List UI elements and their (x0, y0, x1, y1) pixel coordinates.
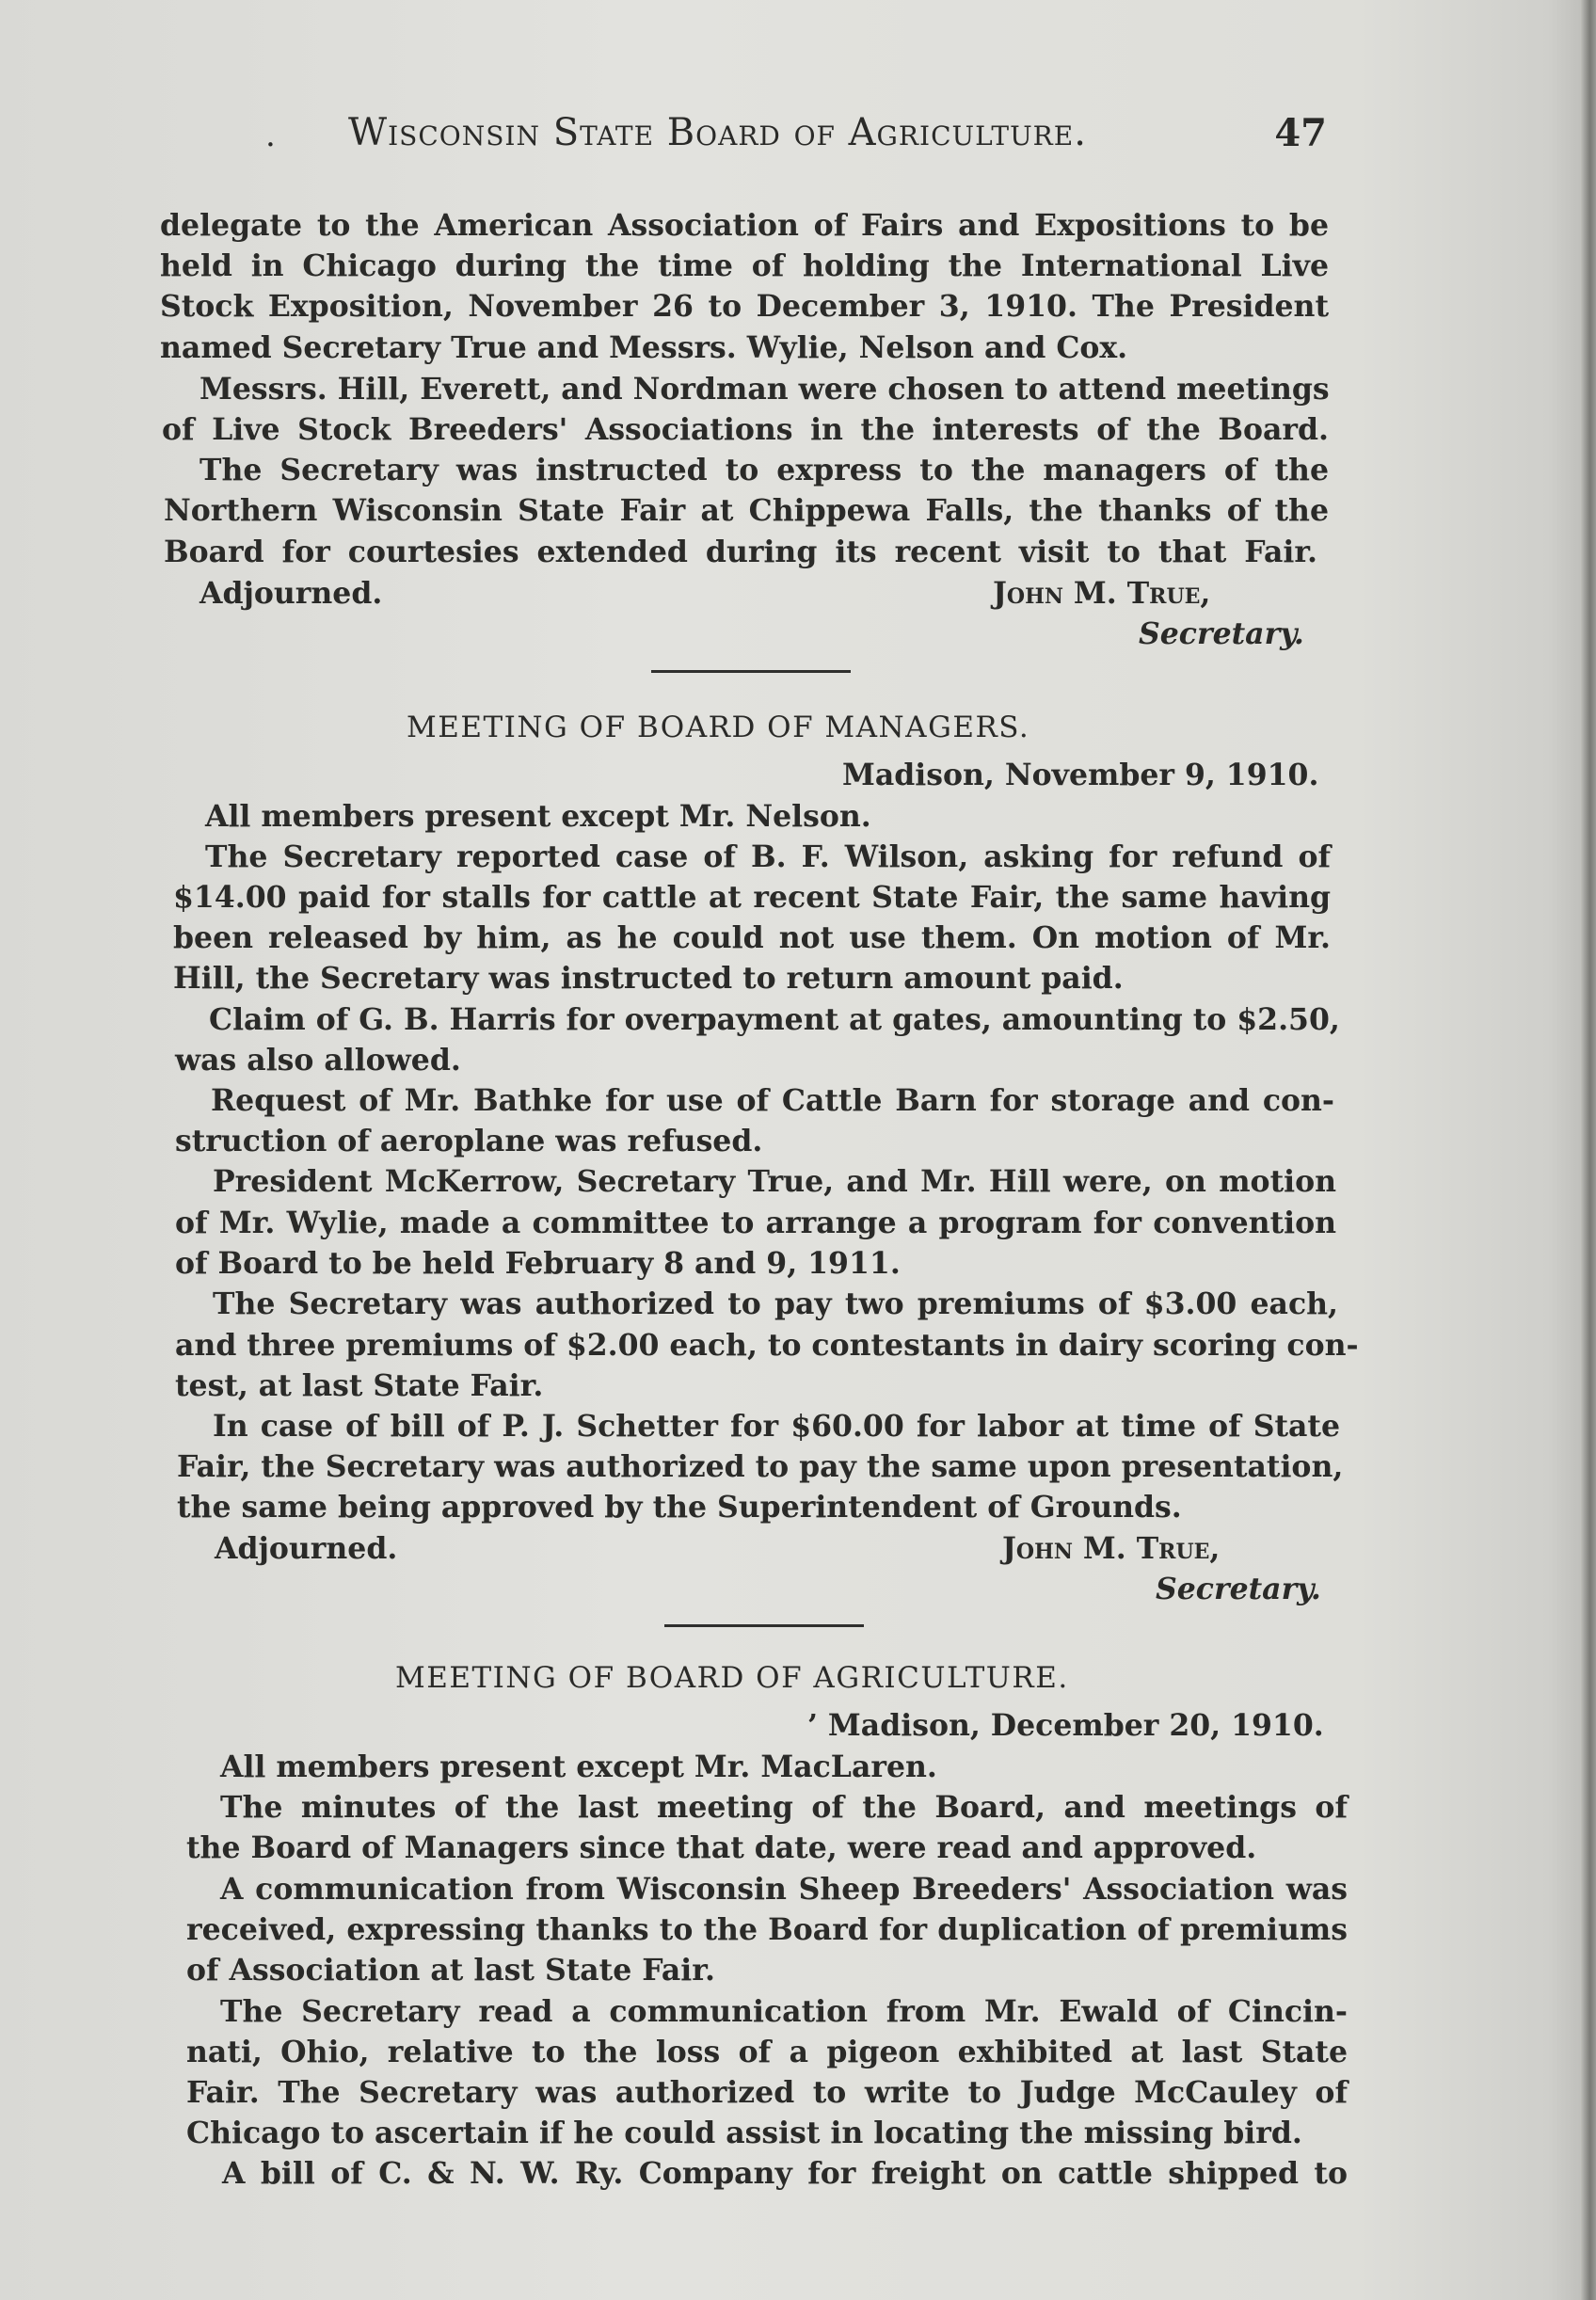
text-line: Stock Exposition, November 26 to December 3, 1910. The President (160, 289, 1329, 324)
place-date: ’ Madison, December 20, 1910. (807, 1708, 1324, 1743)
signer-name: John M. True, (993, 576, 1211, 611)
text-line: Fair. The Secretary was authorized to write to Judge McCauley of (186, 2075, 1348, 2110)
text-line: struction of aeroplane was refused. (175, 1124, 763, 1158)
text-line: The Secretary read a communication from Mr. Ewald of Cincin- (220, 1994, 1348, 2029)
signer-title: Secretary. (1139, 616, 1304, 651)
text-line: named Secretary True and Messrs. Wylie, Nelson and Cox. (160, 330, 1128, 365)
text-line: received, expressing thanks to the Board for duplication of premiums (186, 1912, 1348, 1947)
header-dot: . (265, 117, 276, 154)
text-line: been released by him, as he could not use them. On motion of Mr. (173, 920, 1331, 955)
text-line: was also allowed. (175, 1043, 461, 1078)
text-line: the Board of Managers since that date, were read and approved. (186, 1830, 1257, 1865)
text-line: The Secretary was authorized to pay two premiums of $3.00 each, (213, 1286, 1338, 1321)
text-line: of Association at last State Fair. (186, 1953, 715, 1988)
text-line: Chicago to ascertain if he could assist in locating the missing bird. (186, 2116, 1302, 2150)
text-line: delegate to the American Association of Fairs and Expositions to be (160, 208, 1329, 243)
text-line: A communication from Wisconsin Sheep Breeders' Association was (220, 1872, 1348, 1907)
text-line: Claim of G. B. Harris for overpayment at gates, amounting to $2.50, (209, 1002, 1340, 1037)
section-divider (664, 1624, 864, 1627)
signer-title: Secretary. (1156, 1572, 1321, 1606)
text-line: of Live Stock Breeders' Associations in the interests of the Board. (162, 412, 1329, 447)
adjourned-label: Adjourned. (215, 1531, 398, 1566)
text-line: Hill, the Secretary was instructed to return amount paid. (173, 961, 1124, 996)
place-date: Madison, November 9, 1910. (842, 758, 1319, 792)
text-line: The Secretary was instructed to express to the managers of the (200, 453, 1329, 487)
page-edge (1581, 0, 1596, 2300)
text-line: Board for courtesies extended during its recent visit to that Fair. (164, 535, 1317, 569)
text-line: The minutes of the last meeting of the Board, and meetings of (220, 1790, 1348, 1825)
text-line: of Board to be held February 8 and 9, 1911. (175, 1246, 901, 1281)
text-line: All members present except Mr. Nelson. (205, 799, 871, 834)
text-line: Request of Mr. Bathke for use of Cattle Barn for storage and con- (211, 1083, 1334, 1118)
text-line: nati, Ohio, relative to the loss of a pigeon exhibited at last State (186, 2035, 1348, 2069)
text-line: All members present except Mr. MacLaren. (220, 1749, 937, 1784)
text-line: The Secretary reported case of B. F. Wilson, asking for refund of (205, 839, 1331, 874)
text-line: A bill of C. & N. W. Ry. Company for freight on cattle shipped to (222, 2156, 1348, 2191)
running-header (160, 111, 1327, 168)
text-line: In case of bill of P. J. Schetter for $60.00 for labor at time of State (213, 1409, 1340, 1444)
text-line: the same being approved by the Superintendent of Grounds. (177, 1490, 1182, 1525)
text-line: test, at last State Fair. (175, 1368, 544, 1403)
section-heading: MEETING OF BOARD OF MANAGERS. (407, 711, 1030, 744)
signer-name: John M. True, (1002, 1531, 1221, 1566)
text-line: Northern Wisconsin State Fair at Chippewa Falls, the thanks of the (164, 493, 1329, 528)
text-line: and three premiums of $2.00 each, to contestants in dairy scoring con- (175, 1328, 1359, 1363)
section-heading: MEETING OF BOARD OF AGRICULTURE. (395, 1661, 1069, 1695)
text-line: President McKerrow, Secretary True, and Mr. Hill were, on motion (213, 1164, 1336, 1199)
text-line: Messrs. Hill, Everett, and Nordman were chosen to attend meetings (200, 372, 1330, 407)
text-line: Fair, the Secretary was authorized to pay the same upon presentation, (177, 1449, 1344, 1484)
header-title: Wisconsin State Board of Agriculture. (348, 111, 1087, 154)
page-number: 47 (1274, 111, 1327, 155)
text-line: $14.00 paid for stalls for cattle at recent State Fair, the same having (173, 880, 1331, 915)
text-line: of Mr. Wylie, made a committee to arrange a program for convention (175, 1206, 1336, 1240)
section-divider (651, 670, 851, 673)
adjourned-label: Adjourned. (200, 576, 383, 611)
text-line: held in Chicago during the time of holding the International Live (160, 248, 1329, 283)
